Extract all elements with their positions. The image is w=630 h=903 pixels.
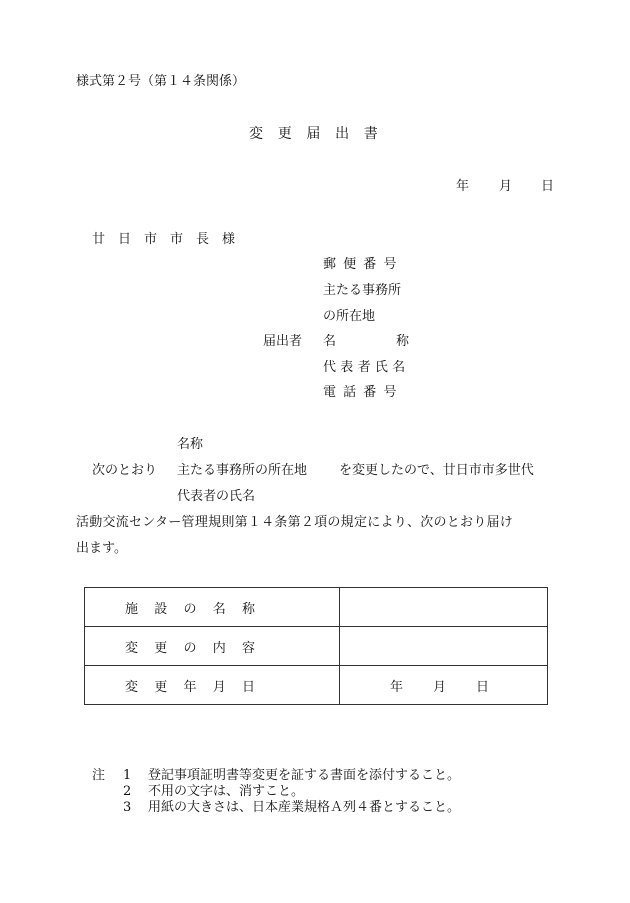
body-text-line1: を変更したので、廿日市市多世代 — [339, 463, 534, 478]
note-number: 1 — [123, 768, 132, 783]
change-date-month: 月 — [433, 679, 447, 695]
note-text: 不用の文字は、消すこと。 — [148, 784, 305, 799]
facility-name-value[interactable] — [340, 588, 548, 627]
representative-name-label: 代表者氏名 — [323, 360, 410, 375]
note-number: 2 — [123, 784, 132, 799]
note-text: 登記事項証明書等変更を証する書面を添付すること。 — [148, 768, 461, 783]
note-number: 3 — [123, 800, 132, 815]
date-year-label: 年 — [456, 179, 470, 194]
date-month-label: 月 — [499, 179, 513, 194]
date-day-label: 日 — [541, 179, 555, 194]
office-address-label-line2: の所在地 — [323, 309, 376, 324]
organization-name-label-end: 称 — [396, 334, 410, 349]
change-date-year: 年 — [390, 679, 404, 695]
body-text-line3: 出ます。 — [76, 541, 127, 556]
phone-number-label: 電話番号 — [323, 385, 404, 400]
form-number-label: 様式第２号（第１４条関係） — [76, 74, 246, 89]
notes-heading: 注 — [92, 768, 106, 783]
change-date-day: 日 — [476, 679, 490, 695]
facility-name-label: 施設の名称 — [85, 588, 340, 627]
table-row — [85, 627, 548, 666]
postal-code-label: 郵便番号 — [323, 257, 404, 272]
document-title: 変更届出書 — [249, 126, 393, 142]
change-date-value[interactable] — [340, 666, 548, 705]
change-date-label: 変更年月日 — [85, 666, 340, 705]
note-text: 用紙の大きさは、日本産業規格Ａ列４番とすること。 — [148, 800, 461, 815]
change-option-office-address: 主たる事務所の所在地 — [177, 463, 308, 478]
table-row — [85, 588, 548, 627]
change-option-representative: 代表者の氏名 — [177, 489, 256, 504]
change-details-table — [84, 587, 548, 705]
table-row — [85, 666, 548, 705]
change-content-value[interactable] — [340, 627, 548, 666]
change-content-label: 変更の内容 — [85, 627, 340, 666]
body-text-line2: 活動交流センター管理規則第１４条第２項の規定により、次のとおり届け — [76, 515, 514, 530]
body-lead-text: 次のとおり — [92, 463, 158, 478]
office-address-label: 主たる事務所 — [323, 283, 402, 298]
notifier-label: 届出者 — [263, 334, 303, 349]
organization-name-label: 名 — [323, 334, 337, 349]
change-option-name: 名称 — [177, 437, 204, 452]
addressee: 廿日市市長様 — [92, 232, 249, 247]
